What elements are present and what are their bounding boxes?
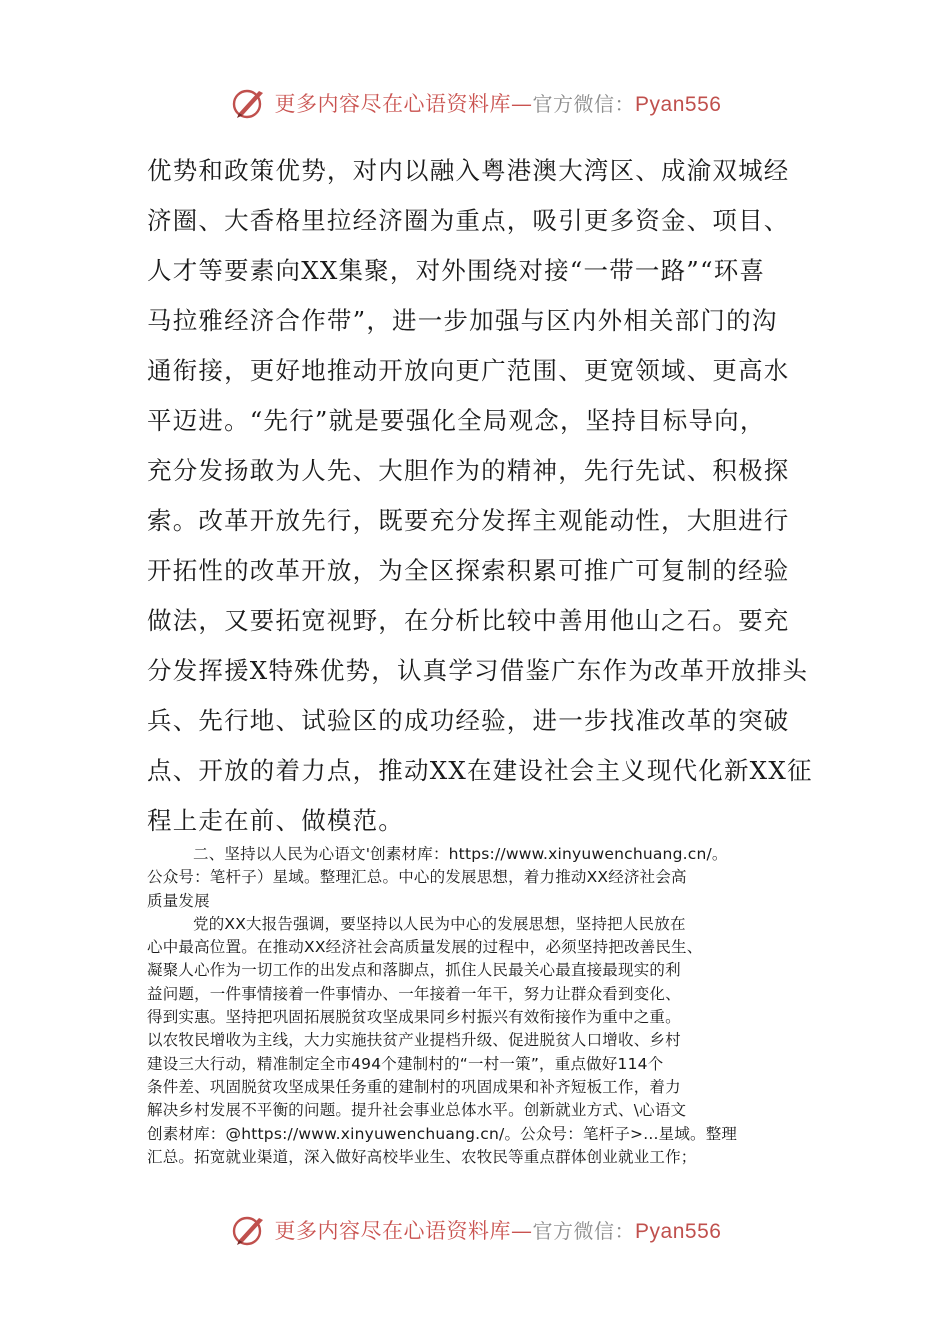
text-line: 做法，又要拓宽视野，在分析比较中善用他山之石。要充 bbox=[147, 606, 790, 635]
text-line: 益问题，一件事情接着一件事情办、一年接着一年干，努力让群众看到变化、 bbox=[147, 984, 681, 1003]
footer-label: 官方微信： bbox=[532, 1219, 636, 1243]
footer-handle: Pyan556 bbox=[635, 1220, 722, 1243]
section-heading-line: 二、坚持以人民为心语文'创素材库：https://www.xinyuwenchuang.cn/。 bbox=[193, 845, 728, 863]
text-line: 条件差、巩固脱贫攻坚成果任务重的建制村的巩固成果和补齐短板工作，着力 bbox=[147, 1077, 681, 1096]
section-heading-line: 公众号：笔杆子）星域。整理汇总。中心的发展思想，着力推动XX经济社会高 bbox=[147, 868, 687, 887]
main-body-small bbox=[147, 843, 807, 1169]
text-line: 以农牧民增收为主线，大力实施扶贫产业提档升级、促进脱贫人口增收、乡村 bbox=[147, 1031, 681, 1050]
header-text bbox=[275, 88, 722, 118]
text-line: 程上走在前、做模范。 bbox=[147, 806, 404, 835]
text-line: 兵、先行地、试验区的成功经验，进一步找准改革的突破 bbox=[147, 706, 790, 735]
header-label: 官方微信： bbox=[532, 92, 636, 116]
text-line: 分发挥援X特殊优势，认真学习借鉴广东作为改革开放排头 bbox=[147, 656, 809, 685]
text-line: 索。改革开放先行，既要充分发挥主观能动性，大胆进行 bbox=[147, 506, 790, 535]
footer-text bbox=[275, 1215, 722, 1245]
footer-slogan: 更多内容尽在心语资料库— bbox=[274, 1219, 533, 1243]
text-line: 心中最高位置。在推动XX经济社会高质量发展的过程中，必须坚持把改善民生、 bbox=[147, 938, 703, 957]
text-line: 得到实惠。坚持把巩固拓展脱贫攻坚成果同乡村振兴有效衔接作为重中之重。 bbox=[147, 1008, 681, 1027]
pen-circle-logo-icon bbox=[229, 1210, 269, 1250]
text-line: 开拓性的改革开放，为全区探索积累可推广可复制的经验 bbox=[147, 556, 790, 585]
text-line: 创素材库：@https://www.xinyuwenchuang.cn/。公众号：笔杆子>...星域。整理 bbox=[147, 1124, 738, 1143]
pen-circle-logo-icon bbox=[229, 83, 269, 123]
text-line: 马拉雅经济合作带”，进一步加强与区内外相关部门的沟 bbox=[147, 306, 778, 335]
text-line: 优势和政策优势，对内以融入粤港澳大湾区、成渝双城经 bbox=[147, 156, 790, 185]
text-line: 建设三大行动，精准制定全市494个建制村的“一村一策”，重点做好114个 bbox=[147, 1054, 664, 1073]
text-line: 汇总。拓宽就业渠道，深入做好高校毕业生、农牧民等重点群体创业就业工作； bbox=[147, 1147, 697, 1166]
text-line: 平迈进。“先行”就是要强化全局观念，坚持目标导向， bbox=[147, 406, 766, 435]
text-line: 济圈、大香格里拉经济圈为重点，吸引更多资金、项目、 bbox=[147, 206, 790, 235]
header-banner bbox=[0, 78, 950, 128]
text-line: 点、开放的着力点，推动XX在建设社会主义现代化新XX征 bbox=[147, 756, 813, 785]
text-line: 党的XX大报告强调，要坚持以人民为中心的发展思想，坚持把人民放在 bbox=[193, 914, 686, 933]
header-slogan: 更多内容尽在心语资料库— bbox=[274, 92, 533, 116]
header-handle: Pyan556 bbox=[635, 93, 722, 116]
text-line: 解决乡村发展不平衡的问题。提升社会事业总体水平。创新就业方式、\心语文 bbox=[147, 1101, 687, 1120]
text-line: 通衔接，更好地推动开放向更广范围、更宽领域、更高水 bbox=[147, 356, 790, 385]
section-heading-line: 质量发展 bbox=[147, 891, 210, 910]
footer-banner bbox=[0, 1205, 950, 1255]
text-line: 充分发扬敢为人先、大胆作为的精神，先行先试、积极探 bbox=[147, 456, 790, 485]
main-body-large bbox=[147, 146, 813, 846]
text-line: 人才等要素向XX集聚，对外围绕对接“一带一路”“环喜 bbox=[147, 256, 766, 285]
text-line: 凝聚人心作为一切工作的出发点和落脚点，抓住人民最关心最直接最现实的利 bbox=[147, 961, 681, 980]
